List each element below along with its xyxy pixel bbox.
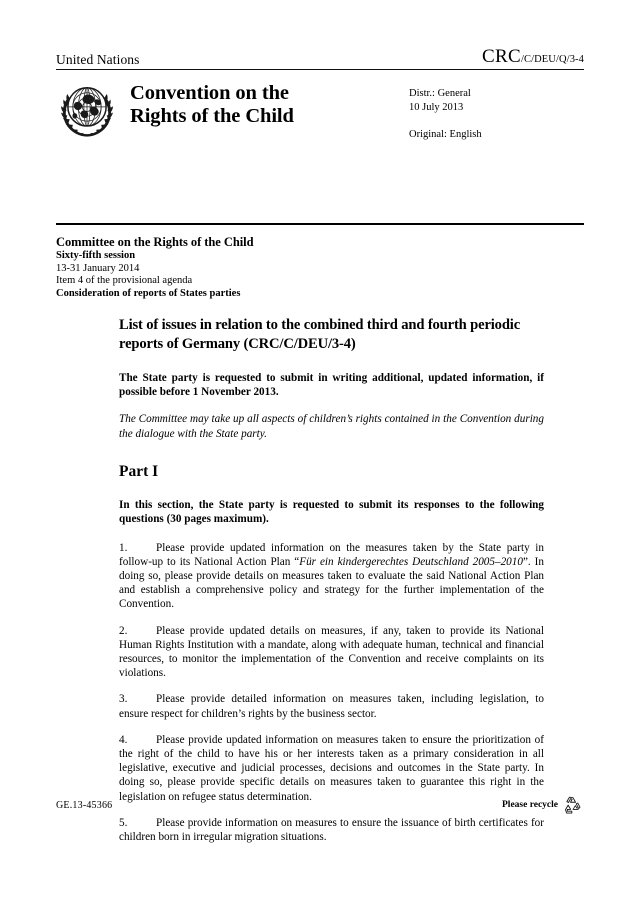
list-item xyxy=(119,733,544,804)
paragraph-text-after: ”. In doing so, please provide details on measures taken to evaluate the said National Action Plan and establish a comprehensive policy and strategy for the further implementation of the Convention. xyxy=(119,555,544,611)
convention-title-container xyxy=(130,79,409,144)
paragraph-text-before: Please provide updated information on measures taken to ensure the prioritization of the right of the child to have his or her interests taken as a primary consideration in all legislative, executive and judicial processes, decisions and outcomes in the State party. In doing so, please provide specific details on measures taken to guarantee this right in the legislation on refugee status determination. xyxy=(119,733,544,803)
committee-dates: 13-31 January 2014 xyxy=(56,262,140,274)
convention-title-line1: Convention on the xyxy=(130,82,289,104)
distribution-type: Distr.: General xyxy=(409,88,471,99)
paragraph-number: 2. xyxy=(119,624,128,637)
masthead-body-row xyxy=(56,79,584,144)
recycle-label: Please recycle xyxy=(502,800,558,810)
distribution-block xyxy=(409,79,584,144)
paragraph-number: 3. xyxy=(119,693,128,706)
organization-name: United Nations xyxy=(56,52,140,67)
original-language: Original: English xyxy=(409,129,482,140)
list-item xyxy=(119,816,544,844)
agenda-item: Item 4 of the provisional agenda xyxy=(56,275,193,287)
masthead-divider xyxy=(56,69,584,70)
page-footer xyxy=(56,795,584,815)
paragraph-text-before: Please provide detailed information on measures taken, including legislation, to ensure respect for children’s rights by the business sector. xyxy=(119,693,544,720)
list-item xyxy=(119,541,544,612)
paragraph-text-before: Please provide updated details on measures, if any, taken to provide its National Human Rights Institution with a mandate, along with adequate human, technical and financial resources, to monitor the implementation of the Convention and receive complaints on its violations. xyxy=(119,624,544,680)
un-emblem xyxy=(56,81,118,139)
document-symbol-suffix: /C/DEU/Q/3-4 xyxy=(520,54,584,65)
paragraph-text-before: Please provide updated information on the measures taken by the State party in follow-up to its National Action Plan “ xyxy=(119,541,544,568)
list-item xyxy=(119,624,544,681)
agenda-item-title: Consideration of reports of States parties xyxy=(56,287,241,299)
paragraph-number: 1. xyxy=(119,541,128,554)
masthead xyxy=(56,46,584,144)
document-symbol xyxy=(482,46,584,67)
masthead-top-row xyxy=(56,46,584,67)
section-intro: In this section, the State party is requested to submit its responses to the following questions (30 pages maximum). xyxy=(119,499,544,526)
page-title: List of issues in relation to the combined third and fourth periodic reports of Germany (CRC/C/DEU/3-4) xyxy=(119,317,521,352)
distribution-date: 10 July 2013 xyxy=(409,102,464,113)
committee-name: Committee on the Rights of the Child xyxy=(56,235,254,249)
committee-dialogue-note: The Committee may take up all aspects of children’s rights contained in the Convention during the dialogue with the State party. xyxy=(119,413,544,440)
list-item xyxy=(119,692,544,720)
recycle-notice xyxy=(502,795,584,815)
paragraph-text-before: Please provide information on measures to ensure the issuance of birth certificates for children born in irregular migration situations. xyxy=(119,816,544,844)
distribution-spacer xyxy=(409,115,584,128)
document-body xyxy=(119,316,544,856)
paragraph-number: 5. xyxy=(119,816,128,829)
paragraph-text-italic: Für ein kindergerechtes Deutschland 2005–2010 xyxy=(299,555,523,568)
section-divider xyxy=(56,223,584,225)
document-symbol-main: CRC xyxy=(482,46,521,67)
job-number: GE.13-45366 xyxy=(56,799,113,811)
part-heading: Part I xyxy=(119,463,159,481)
committee-block xyxy=(56,234,456,300)
state-party-request-note: The State party is requested to submit in writing additional, updated information, if possible before 1 November 2013. xyxy=(119,372,544,399)
convention-title-line2: Rights of the Child xyxy=(130,105,294,127)
committee-session: Sixty-fifth session xyxy=(56,250,136,261)
un-emblem-container xyxy=(56,79,130,144)
paragraph-number: 4. xyxy=(119,733,128,746)
recycle-icon xyxy=(562,795,584,815)
